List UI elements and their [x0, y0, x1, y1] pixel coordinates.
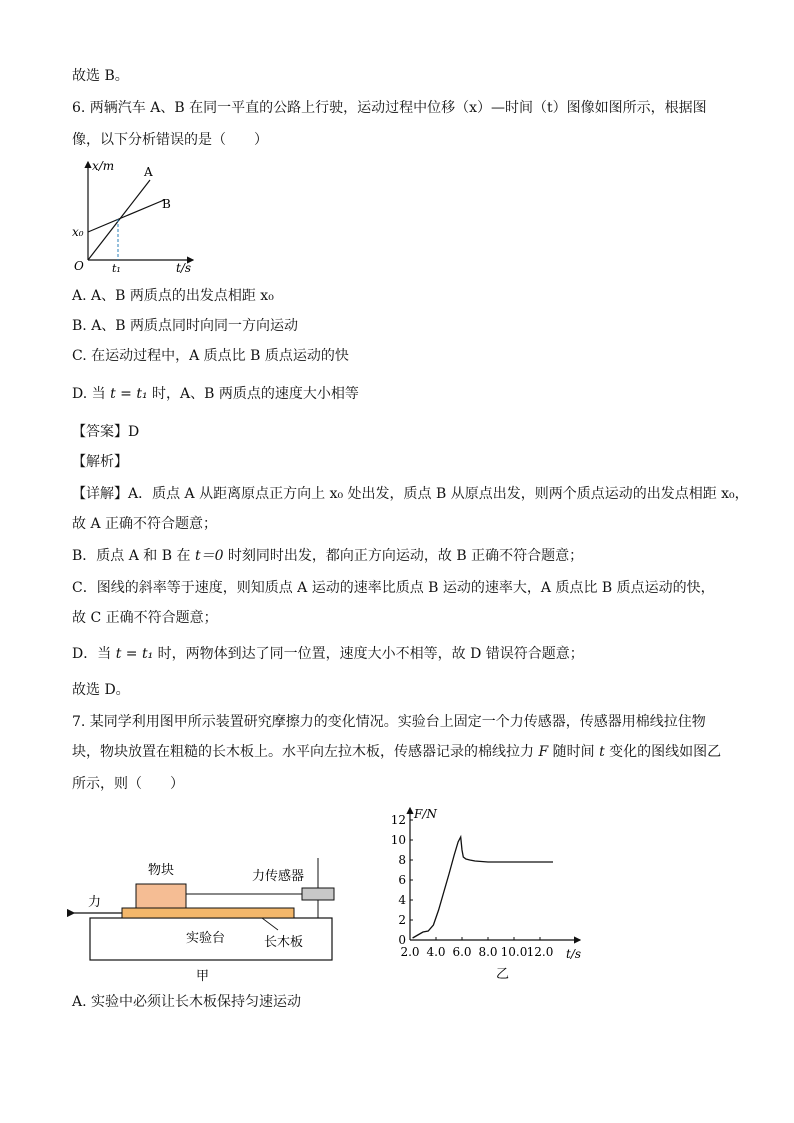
line-previous-answer: 故选 B。 [72, 68, 129, 84]
ft-y-tick-label: 8 [398, 853, 406, 867]
question-6-stem-cont: 像，以下分析错误的是（ ） [72, 132, 268, 148]
detail-d-equation: t = t₁ [115, 646, 154, 662]
detail-b-prefix: B．质点 A 和 B 在 [72, 548, 195, 564]
figure-ft-chart [368, 800, 598, 985]
detail-a-line1: 【详解】A．质点 A 从距离原点正方向上 x₀ 处出发，质点 B 从原点出发，则两个质点运动的出发点相距 x₀， [72, 486, 749, 502]
force-sensor [302, 888, 334, 900]
ft-x-tick-label: 2.0 [400, 945, 420, 959]
ft-x-tick-label: 10.0 [500, 945, 528, 959]
ft-y-tick-label: 0 [398, 933, 406, 947]
question-7-stem-end: 所示，则（ ） [72, 776, 184, 792]
table-label: 实验台 [186, 931, 226, 946]
analysis-label: 【解析】 [72, 454, 128, 470]
ft-series-line [413, 837, 553, 938]
detail-d [72, 644, 584, 664]
ft-y-tick-label: 2 [398, 913, 406, 927]
question-7-option-a: A. 实验中必须让长木板保持匀速运动 [72, 994, 302, 1010]
ft-x-tick-label: 8.0 [478, 945, 498, 959]
question-7-stem-cont [72, 742, 721, 762]
detail-c-line1: C．图线的斜率等于速度，则知质点 A 运动的速率比质点 B 运动的速率大，A 质点比 B 质点运动的快， [72, 580, 715, 596]
option-d-equation: t = t₁ [110, 386, 148, 402]
block [136, 884, 186, 908]
q7-var-f: F [538, 744, 549, 760]
q7-text-1: 块，物块放置在粗糙的长木板上。水平向左拉木板，传感器记录的棉线拉力 [72, 744, 539, 760]
line-a-label: A [144, 165, 153, 179]
figure-b-caption: 乙 [496, 967, 510, 982]
board-label: 长木板 [264, 935, 304, 950]
ft-y-tick-label: 10 [390, 833, 406, 847]
figure-a-caption: 甲 [196, 969, 210, 984]
q7-var-t: t [599, 744, 605, 760]
option-d [72, 384, 359, 404]
detail-b-equation: t＝0 [194, 548, 224, 564]
detail-conclusion: 故选 D。 [72, 682, 130, 698]
detail-b [72, 546, 583, 566]
detail-d-suffix: 时，两物体到达了同一位置，速度大小不相等，故 D 错误符合题意； [153, 646, 584, 662]
line-b [88, 200, 164, 232]
figure-apparatus [66, 850, 346, 985]
ft-x-label: t/s [566, 947, 582, 961]
detail-d-prefix: D．当 [72, 646, 116, 662]
line-b-label: B [162, 197, 171, 211]
q7-text-2: 随时间 [548, 744, 600, 760]
ft-x-tick-label: 4.0 [426, 945, 446, 959]
ft-y-tick-label: 6 [398, 873, 406, 887]
x0-label: x₀ [72, 225, 84, 239]
detail-c-line2: 故 C 正确不符合题意； [72, 610, 218, 626]
ft-y-label: F/N [414, 807, 437, 821]
detail-a-line2: 故 A 正确不符合题意； [72, 516, 218, 532]
origin-label: O [74, 259, 84, 273]
question-6-stem: 6. 两辆汽车 A、B 在同一平直的公路上行驶，运动过程中位移（x）—时间（t）图像如图所示，根据图 [72, 100, 707, 116]
detail-b-suffix: 时刻同时出发，都向正方向运动，故 B 正确不符合题意； [223, 548, 584, 564]
ft-y-tick-label: 12 [390, 813, 406, 827]
option-b: B. A、B 两质点同时向同一方向运动 [72, 318, 299, 334]
x-axis-label: t/s [176, 261, 192, 275]
y-axis-label: x/m [92, 159, 115, 173]
question-7-stem: 7. 某同学利用图甲所示装置研究摩擦力的变化情况。实验台上固定一个力传感器，传感器用棉线拉住物 [72, 714, 706, 730]
line-a [88, 180, 150, 260]
figure-xt-graph [68, 156, 198, 276]
option-d-prefix: D. 当 [72, 386, 111, 402]
sensor-label: 力传感器 [252, 869, 305, 884]
option-d-suffix: 时，A、B 两质点的速度大小相等 [147, 386, 359, 402]
option-a: A. A、B 两质点的出发点相距 x₀ [72, 288, 274, 304]
q7-text-3: 变化的图线如图乙 [604, 744, 722, 760]
block-label: 物块 [148, 863, 175, 878]
ft-x-tick-label: 12.0 [526, 945, 554, 959]
force-label: 力 [88, 895, 102, 910]
ft-x-tick-label: 6.0 [452, 945, 472, 959]
t1-label: t₁ [112, 262, 121, 275]
long-board [122, 908, 294, 918]
option-c: C. 在运动过程中，A 质点比 B 质点运动的快 [72, 348, 349, 364]
ft-y-tick-label: 4 [398, 893, 406, 907]
answer-label: 【答案】D [72, 424, 140, 440]
